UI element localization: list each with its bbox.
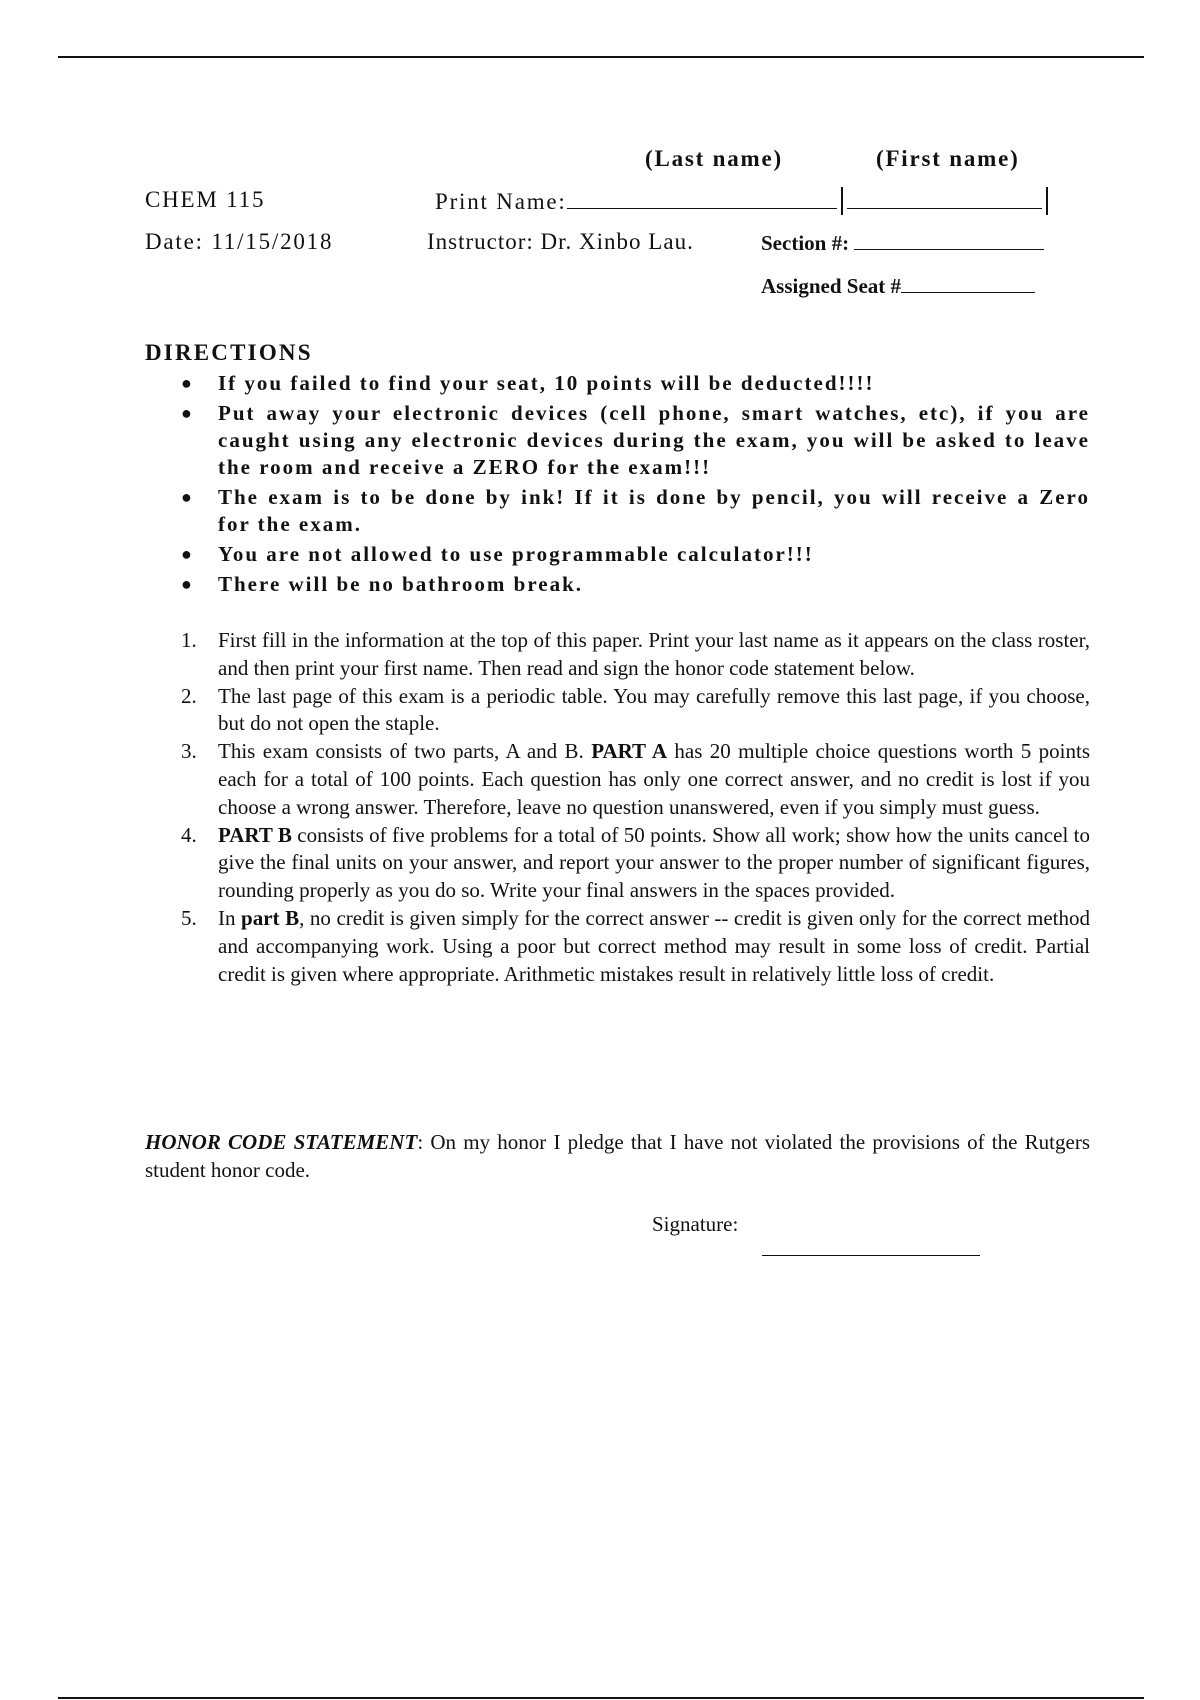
name-end-bar bbox=[1046, 187, 1048, 215]
section-field[interactable] bbox=[854, 229, 1044, 250]
honor-code-statement: HONOR CODE STATEMENT: On my honor I pledge that I have not violated the provisions of the Rutgers student honor code. bbox=[145, 1130, 1090, 1182]
last-name-field[interactable] bbox=[567, 188, 837, 209]
direction-item: ● Put away your electronic devices (cell phone, smart watches, etc), if you are caught using any electronic devices during the exam, you will be asked to leave the room and receive a ZERO for the exam!!! bbox=[181, 401, 1090, 479]
assigned-seat-field[interactable] bbox=[901, 272, 1035, 293]
name-divider bbox=[841, 187, 843, 215]
signature-field[interactable] bbox=[762, 1255, 980, 1256]
seat-row bbox=[761, 272, 1035, 299]
instructor-name: Instructor: Dr. Xinbo Lau. bbox=[427, 229, 694, 254]
direction-item: ● You are not allowed to use programmable calculator!!! bbox=[181, 542, 814, 566]
part-b-label: PART B bbox=[218, 822, 292, 847]
instruction-item-5: 5. In part B, no credit is given simply for the correct answer -- credit is given only for the correct method and accompanying work. Using a poor but correct method may result in some loss of credit. Partial credit is given where appropriate. Arithmetic mistakes result in relatively little loss of credit. bbox=[181, 905, 1090, 986]
instruction-item-2: 2. The last page of this exam is a periodic table. You may carefully remove this last page, if you choose, but do not open the staple. bbox=[181, 683, 1090, 736]
bullet-icon: ● bbox=[181, 373, 194, 393]
signature-label: Signature: bbox=[652, 1212, 739, 1236]
directions-title: DIRECTIONS bbox=[145, 340, 313, 365]
first-name-label: (First name) bbox=[876, 146, 1020, 171]
last-name-label: (Last name) bbox=[645, 146, 783, 171]
direction-item: ● If you failed to find your seat, 10 points will be deducted!!!! bbox=[181, 371, 875, 395]
directions-list bbox=[145, 370, 1090, 601]
course-code: CHEM 115 bbox=[145, 187, 266, 212]
bullet-icon: ● bbox=[181, 487, 194, 507]
part-b-label: part B bbox=[241, 905, 300, 930]
section-label: Section #: bbox=[761, 231, 850, 255]
direction-item: ● There will be no bathroom break. bbox=[181, 572, 584, 596]
first-name-field[interactable] bbox=[847, 188, 1042, 209]
print-name-label: Print Name: bbox=[435, 189, 567, 214]
instruction-item-3: 3. This exam consists of two parts, A and B. PART A has 20 multiple choice questions worth 5 points each for a total of 100 points. Each question has only one correct answer, and no credit is lost if you choose a wrong answer. Therefore, leave no question unanswered, even if you simply must guess. bbox=[181, 739, 1091, 819]
part-a-label: PART A bbox=[591, 739, 668, 764]
instruction-item-4: 4. PART B consists of five problems for a total of 50 points. Show all work; show how the units cancel to give the final units on your answer, and report your answer to the proper number of significant figures, rounding properly as you do so. Write your final answers in the spaces provided. bbox=[181, 822, 1090, 903]
assigned-seat-label: Assigned Seat # bbox=[761, 274, 902, 298]
bullet-icon: ● bbox=[181, 574, 194, 594]
print-name-row bbox=[435, 187, 1052, 215]
instructions-list bbox=[145, 627, 1090, 988]
exam-date: Date: 11/15/2018 bbox=[145, 229, 334, 254]
bottom-rule bbox=[58, 1697, 1144, 1699]
bullet-icon: ● bbox=[181, 403, 194, 423]
instruction-item-1: 1. First fill in the information at the top of this paper. Print your last name as it appears on the class roster, and then print your first name. Then read and sign the honor code statement below. bbox=[181, 628, 1090, 680]
direction-item: ● The exam is to be done by ink! If it is done by pencil, you will receive a Zero for the exam. bbox=[181, 485, 1090, 536]
honor-code-label: HONOR CODE STATEMENT bbox=[145, 1130, 418, 1154]
section-row bbox=[761, 229, 1044, 256]
bullet-icon: ● bbox=[181, 544, 194, 564]
top-rule bbox=[58, 56, 1144, 58]
